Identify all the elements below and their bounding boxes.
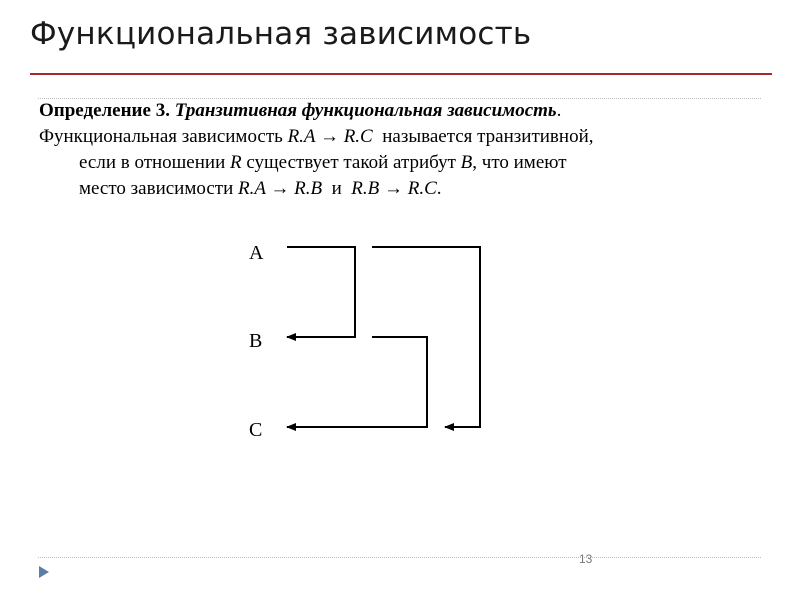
arrow-a-to-b — [287, 247, 355, 337]
triangle-right-icon[interactable] — [38, 565, 50, 579]
node-a: A — [249, 242, 264, 264]
formula-rb-rc: R.B → R.C — [351, 178, 437, 199]
footer-divider — [38, 557, 761, 558]
symbol-b: B — [460, 152, 473, 173]
text-fragment: если в отношении — [79, 152, 230, 173]
text-fragment: существует такой атрибут — [241, 152, 461, 173]
text-fragment: , что имеют — [472, 152, 567, 173]
page-number: 13 — [579, 552, 593, 566]
symbol-r: R — [230, 152, 242, 173]
text-fragment: называется транзитивной, — [372, 126, 594, 147]
definition-term-end: . — [556, 100, 562, 121]
definition-term: Транзитивная функциональная зависимость — [174, 100, 557, 121]
arrow-b-to-c — [287, 337, 427, 427]
text-fragment: . — [436, 178, 442, 199]
formula-ra-rc: R.A → R.C — [287, 126, 373, 147]
node-c: C — [249, 419, 263, 441]
formula-ra-rb: R.A → R.B — [238, 178, 323, 199]
text-fragment: Функциональная зависимость — [39, 126, 288, 147]
slide-title: Функциональная зависимость — [30, 16, 532, 52]
text-fragment: и — [322, 178, 352, 199]
text-fragment: место зависимости — [79, 178, 238, 199]
node-b: B — [249, 330, 263, 352]
definition-label: Определение 3. — [39, 100, 170, 121]
